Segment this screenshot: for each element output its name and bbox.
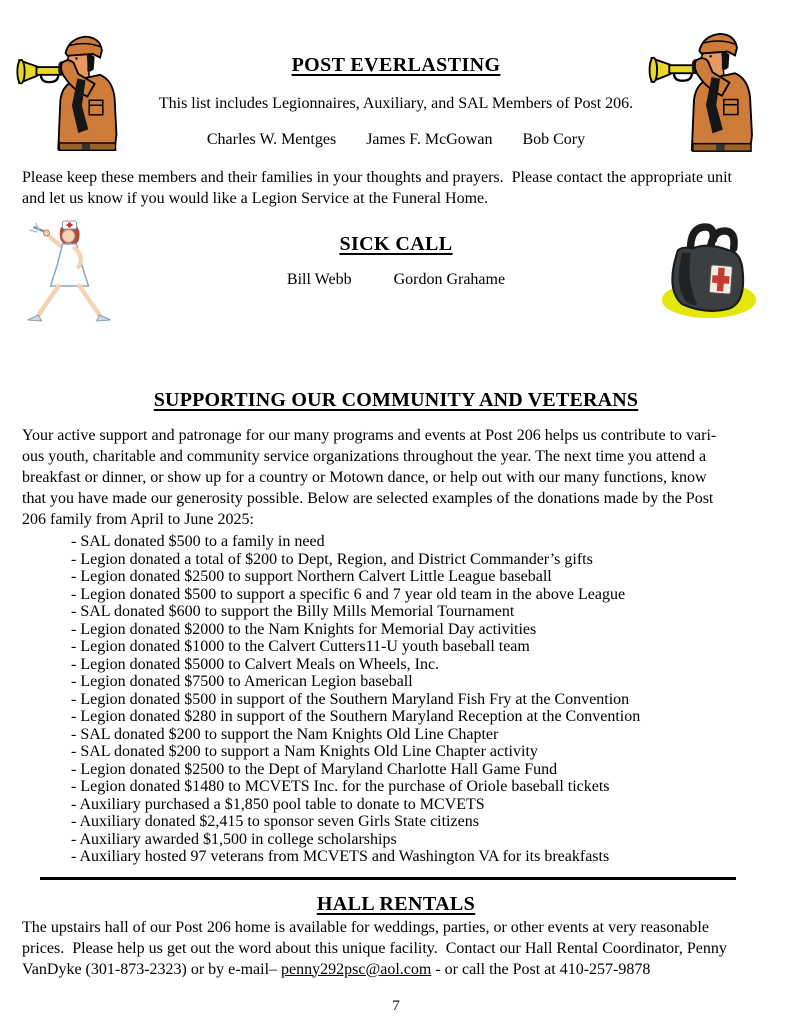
- donation-item: - Auxiliary hosted 97 veterans from MCVETS and Washington VA for its breakfasts: [71, 848, 610, 865]
- donation-item: - Legion donated $2500 to the Dept of Maryland Charlotte Hall Game Fund: [71, 760, 558, 778]
- text-line: ous youth, charitable and community service organizations throughout the year. The next time you attend a: [22, 448, 707, 465]
- page-number: 7: [392, 998, 400, 1014]
- donations-list: [71, 533, 792, 866]
- text-line: and let us know if you would like a Legion Service at the Funeral Home.: [22, 190, 489, 207]
- post-everlasting-intro: This list includes Legionnaires, Auxiliary, and SAL Members of Post 206.: [158, 95, 634, 112]
- text-line: that you have made our generosity possible. Below are selected examples of the donations made by the Post: [22, 490, 714, 507]
- donation-item: - Auxiliary awarded $1,500 in college scholarships: [71, 830, 397, 848]
- donation-item: - Auxiliary purchased a $1,850 pool table to donate to MCVETS: [71, 795, 485, 813]
- text-segment: - or call the Post at 410-257-9878: [431, 960, 651, 978]
- text-line: breakfast or dinner, or show up for a country or Motown dance, or help out with our many functions, know: [22, 469, 707, 486]
- member-name: Charles W. Mentges: [206, 131, 337, 148]
- donation-item: - Legion donated $500 to support a specific 6 and 7 year old team in the above League: [71, 585, 626, 603]
- donation-item: - Auxiliary donated $2,415 to sponsor seven Girls State citizens: [71, 813, 479, 830]
- member-name: Gordon Grahame: [393, 271, 506, 288]
- text-line: The upstairs hall of our Post 206 home is available for weddings, parties, or other events at very reasonable: [22, 918, 709, 936]
- hall-rentals-body: [22, 917, 772, 980]
- section-divider: [40, 877, 736, 880]
- bugler-icon: [646, 30, 764, 154]
- donation-item: - Legion donated $1480 to MCVETS Inc. for the purchase of Oriole baseball tickets: [71, 778, 610, 795]
- supporting-title: SUPPORTING OUR COMMUNITY AND VETERANS: [153, 389, 639, 411]
- post-everlasting-note: [22, 167, 772, 209]
- text-line: Please keep these members and their families in your thoughts and prayers. Please contact the appropriate unit: [22, 169, 732, 186]
- text-segment: VanDyke (301-873-2323) or by e-mail–: [22, 960, 282, 978]
- member-name: James F. McGowan: [366, 131, 493, 148]
- donation-item: - Legion donated a total of $200 to Dept, Region, and District Commander’s gifts: [71, 550, 593, 568]
- text-line: [22, 959, 772, 980]
- nurse-icon: [14, 220, 129, 332]
- sick-call-title: SICK CALL: [339, 233, 453, 255]
- text-line: Your active support and patronage for our many programs and events at Post 206 helps us contribute to vari-: [22, 427, 717, 444]
- email-link[interactable]: penny292psc@aol.com: [281, 960, 432, 978]
- text-line: prices. Please help us get out the word about this unique facility. Contact our Hall Rental Coordinator, Penny: [22, 939, 727, 957]
- donation-item: - SAL donated $200 to support the Nam Knights Old Line Chapter: [71, 725, 499, 743]
- donation-item: - Legion donated $280 in support of the Southern Maryland Reception at the Convention: [71, 708, 641, 725]
- donation-item: - Legion donated $5000 to Calvert Meals on Wheels, Inc.: [71, 655, 440, 673]
- donation-item: - Legion donated $500 in support of the Southern Maryland Fish Fry at the Convention: [71, 690, 630, 708]
- post-everlasting-title: POST EVERLASTING: [291, 54, 501, 76]
- hall-rentals-title: HALL RENTALS: [316, 892, 476, 915]
- donation-item: - Legion donated $2500 to support Northern Calvert Little League baseball: [71, 568, 552, 585]
- donation-item: - Legion donated $2000 to the Nam Knights for Memorial Day activities: [71, 620, 537, 638]
- supporting-intro: [22, 425, 772, 530]
- member-name: Bill Webb: [286, 271, 352, 288]
- donation-item: - SAL donated $600 to support the Billy Mills Memorial Tournament: [71, 603, 515, 620]
- text-line: 206 family from April to June 2025:: [22, 511, 254, 528]
- donation-item: - Legion donated $7500 to American Legion baseball: [71, 673, 413, 690]
- bugler-icon: [16, 33, 126, 153]
- medical-bag-icon: [650, 218, 768, 326]
- member-name: Bob Cory: [522, 131, 586, 148]
- donation-item: - SAL donated $200 to support a Nam Knights Old Line Chapter activity: [71, 743, 538, 760]
- donation-item: - SAL donated $500 to a family in need: [71, 533, 325, 550]
- donation-item: - Legion donated $1000 to the Calvert Cutters11-U youth baseball team: [71, 638, 530, 655]
